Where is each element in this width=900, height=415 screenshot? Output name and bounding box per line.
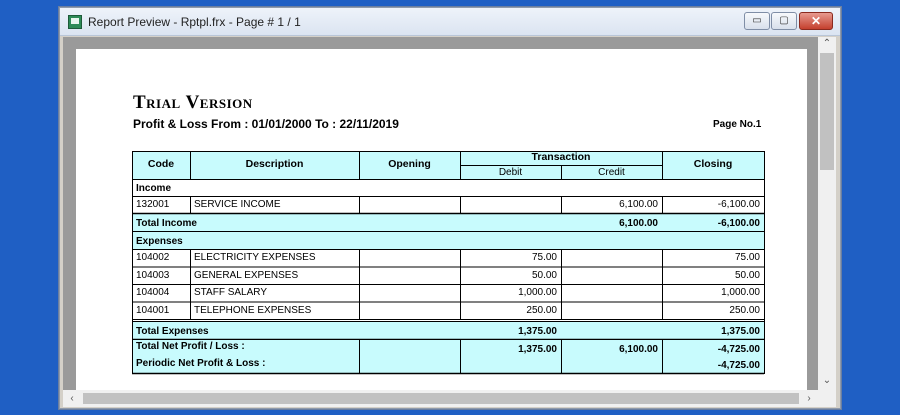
horizontal-scrollbar[interactable] [63, 390, 818, 407]
total-income-closing: -6,100.00 [717, 218, 760, 229]
total-income-label: Total Income [136, 218, 197, 229]
report-page [76, 49, 807, 390]
expense-row-description: ELECTRICITY EXPENSES [194, 252, 316, 263]
income-row-description: SERVICE INCOME [194, 199, 281, 210]
vertical-scroll-thumb[interactable] [820, 53, 834, 170]
expense-row-description: GENERAL EXPENSES [194, 269, 299, 281]
scroll-down-icon[interactable]: ⌄ [822, 375, 832, 386]
scroll-left-icon[interactable]: ‹ [70, 393, 74, 404]
window-title: Report Preview - Rptpl.frx - Page # 1 / 1 [88, 15, 301, 29]
horizontal-scroll-thumb[interactable] [83, 393, 799, 404]
net-closing-periodic: -4,725.00 [717, 360, 760, 371]
vertical-scrollbar[interactable] [818, 37, 836, 390]
income-row-closing: -6,100.00 [717, 199, 760, 210]
total-income-credit: 6,100.00 [619, 218, 658, 229]
total-expenses-closing: 1,375.00 [721, 326, 760, 337]
header-debit: Debit [498, 167, 523, 178]
periodic-net-profit-label: Periodic Net Profit & Loss : [136, 358, 266, 369]
expense-row-closing: 50.00 [734, 269, 760, 281]
total-expenses-label: Total Expenses [136, 326, 209, 337]
expense-row-closing: 250.00 [729, 304, 760, 316]
expense-row-debit: 1,000.00 [518, 287, 557, 298]
header-opening: Opening [388, 158, 431, 170]
report-period: Profit & Loss From : 01/01/2000 To : 22/11/2019 [133, 117, 399, 131]
close-button[interactable]: ✕ [799, 12, 833, 30]
section-expenses: Expenses [136, 236, 183, 247]
cell-fill [133, 232, 764, 249]
scroll-up-icon[interactable]: ⌃ [822, 38, 832, 49]
expense-row-description: STAFF SALARY [194, 287, 267, 298]
section-income: Income [136, 183, 172, 194]
expense-row-code: 104001 [136, 304, 170, 316]
title-bar[interactable] [60, 8, 840, 36]
page-number: Page No.1 [713, 119, 762, 130]
minimize-button[interactable]: ▭ [744, 12, 770, 30]
expense-row-debit: 75.00 [531, 252, 557, 263]
net-closing-total: -4,725.00 [717, 344, 760, 355]
total-expenses-debit: 1,375.00 [518, 326, 557, 337]
expense-row-debit: 50.00 [531, 269, 557, 281]
expense-row-code: 104002 [136, 252, 170, 263]
expense-row-closing: 1,000.00 [721, 287, 760, 298]
app-icon [68, 15, 82, 29]
report-preview-window [59, 7, 841, 409]
net-credit: 6,100.00 [619, 344, 658, 355]
total-net-profit-label: Total Net Profit / Loss : [136, 341, 245, 352]
net-debit: 1,375.00 [518, 344, 557, 355]
header-transaction: Transaction [531, 151, 591, 163]
header-closing: Closing [693, 158, 733, 170]
header-credit: Credit [598, 167, 625, 178]
expense-row-code: 104003 [136, 269, 170, 281]
preview-viewport [63, 37, 818, 390]
header-code: Code [147, 158, 175, 170]
expense-row-description: TELEPHONE EXPENSES [194, 304, 312, 316]
income-row-credit: 6,100.00 [619, 199, 658, 210]
expense-row-debit: 250.00 [526, 304, 557, 316]
income-row-code: 132001 [136, 199, 170, 210]
scrollbar-corner [818, 390, 836, 407]
maximize-button[interactable]: ▢ [771, 12, 797, 30]
header-description: Description [245, 158, 304, 170]
expense-row-closing: 75.00 [734, 252, 760, 263]
report-title: Trial Version [133, 92, 253, 113]
scroll-right-icon[interactable]: › [807, 393, 811, 404]
expense-row-code: 104004 [136, 287, 170, 298]
